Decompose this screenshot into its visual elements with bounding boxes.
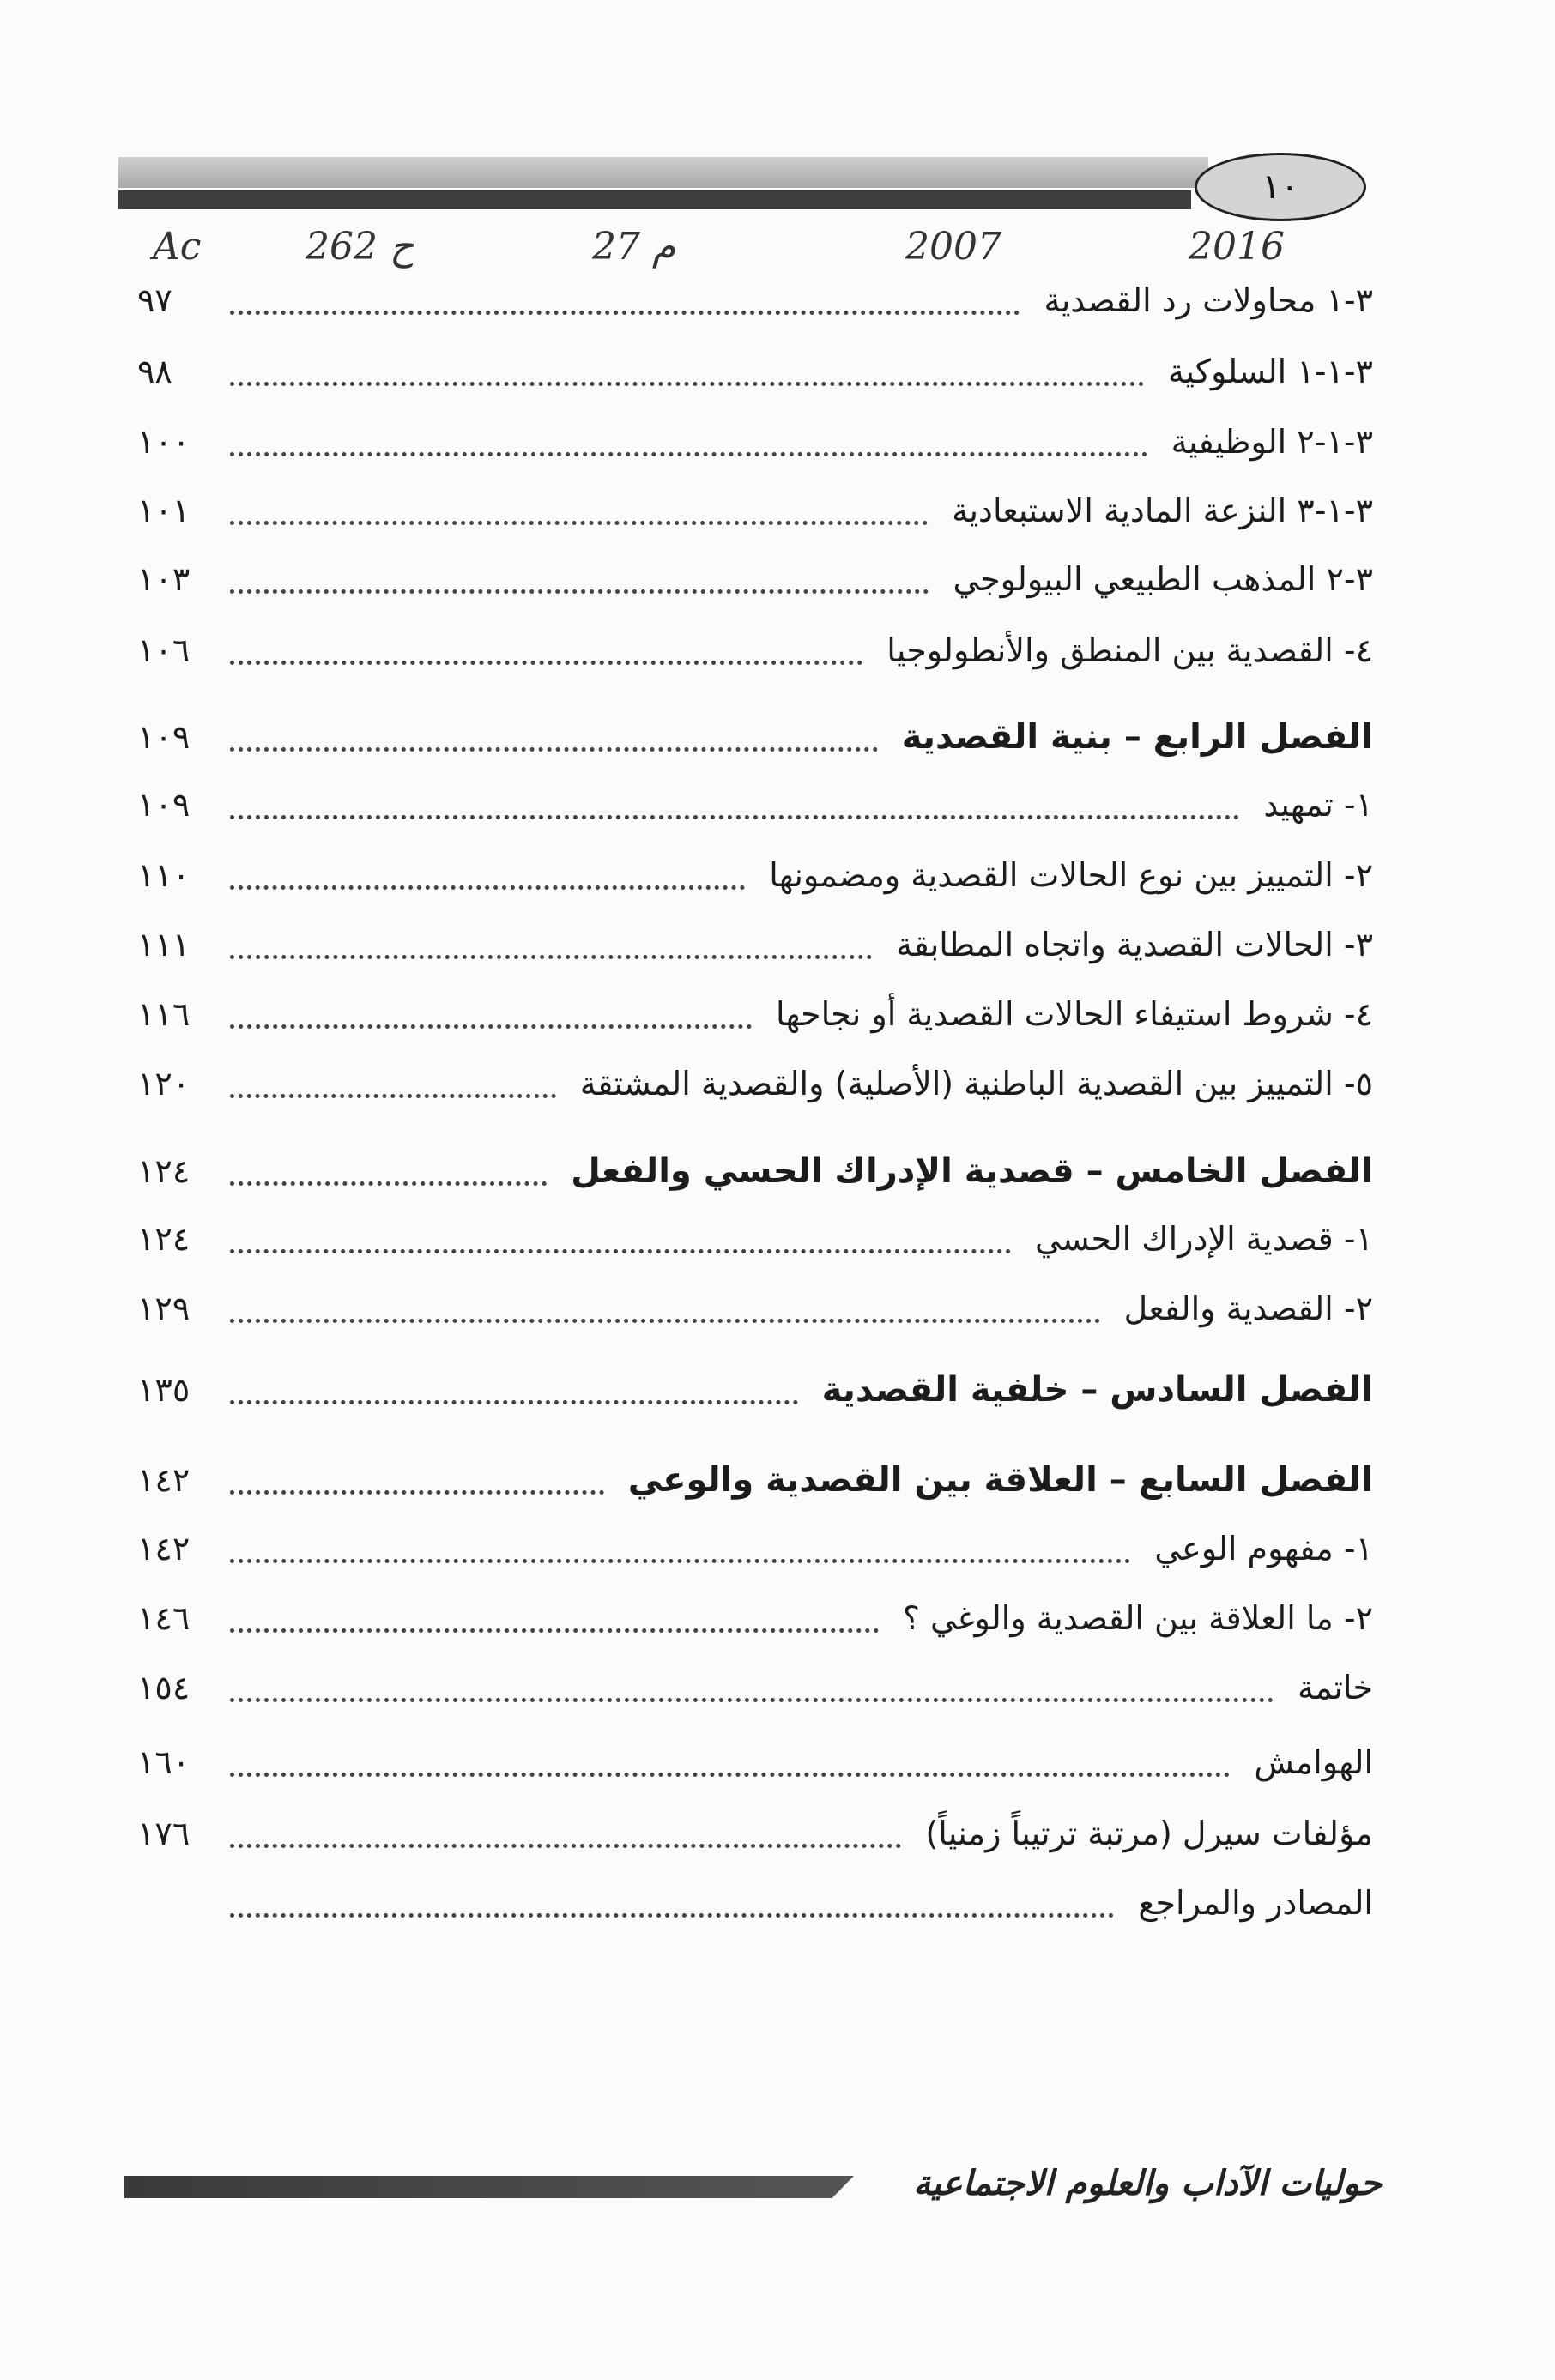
toc-entry-page: ١٢٠ <box>137 1065 191 1102</box>
leader-dots <box>230 1559 1130 1563</box>
toc-entry-title: الفصل الخامس – قصدية الإدراك الحسي والفعل <box>571 1151 1373 1191</box>
toc-entry-title: ١- قصدية الإدراك الحسي <box>1034 1220 1373 1258</box>
toc-entry-title: ٢- التمييز بين نوع الحالات القصدية ومضمونها <box>769 856 1373 894</box>
toc-entry-title: الفصل السادس – خلفية القصدية <box>821 1370 1373 1410</box>
toc-entry-page: ١٤٦ <box>137 1599 191 1637</box>
leader-dots <box>230 1773 1230 1777</box>
toc-entry-page: ١١٦ <box>137 995 191 1033</box>
toc-entry <box>137 412 1373 472</box>
leader-dots <box>230 1913 1114 1918</box>
toc-entry-page: ١٤٢ <box>137 1461 191 1499</box>
toc-entry <box>137 270 1373 330</box>
toc-entry-page: ١٦٠ <box>137 1743 191 1781</box>
toc-entry-page: ١٣٥ <box>137 1371 191 1409</box>
toc-entry-title: الهوامش <box>1254 1743 1373 1781</box>
toc-entry-page: ١٢٤ <box>137 1220 191 1258</box>
toc-entry-title: ٥- التمييز بين القصدية الباطنية (الأصلية) والقصدية المشتقة <box>579 1065 1373 1102</box>
leader-dots <box>230 815 1239 819</box>
toc-entry-title: ٣- الحالات القصدية واتجاه المطابقة <box>896 926 1373 963</box>
toc-entry-title: ٢- القصدية والفعل <box>1123 1290 1373 1327</box>
toc-entry-page: ١٥٤ <box>137 1669 191 1706</box>
toc-entry <box>137 1209 1373 1269</box>
leader-dots <box>230 885 745 890</box>
leader-dots <box>230 1024 752 1029</box>
toc-entry-page: ١٢٩ <box>137 1290 191 1327</box>
leader-dots <box>230 747 878 752</box>
toc-entry-title: ٣-١-٢ الوظيفية <box>1171 423 1373 461</box>
toc-entry <box>137 1054 1373 1114</box>
leader-dots <box>230 521 928 525</box>
leader-dots <box>230 1844 901 1848</box>
toc-entry <box>137 480 1373 541</box>
leader-dots <box>230 1094 556 1098</box>
toc-entry <box>137 1519 1373 1579</box>
toc-entry <box>137 1732 1373 1792</box>
toc-entry-title: ١- مفهوم الوعي <box>1154 1530 1373 1568</box>
toc-entry-page: ١٠١ <box>137 492 191 529</box>
handwritten-note: Ac <box>153 225 202 269</box>
header-decor-bar-light <box>118 157 1208 188</box>
leader-dots <box>230 1319 1100 1323</box>
page-number-badge <box>1195 153 1366 221</box>
toc-entry-title: المصادر والمراجع <box>1138 1884 1373 1922</box>
handwritten-note: 2016 <box>1189 225 1285 269</box>
leader-dots <box>230 955 872 959</box>
toc-entry <box>137 1873 1373 1933</box>
leader-dots <box>230 382 1144 386</box>
toc-entry-title: ٣-١-٣ النزعة المادية الاستبعادية <box>952 492 1373 529</box>
toc-entry <box>137 1803 1373 1864</box>
toc-chapter-entry <box>137 1360 1373 1420</box>
toc-entry-title: ٤- القصدية بين المنطق والأنطولوجيا <box>886 631 1373 669</box>
toc-entry <box>137 620 1373 680</box>
leader-dots <box>230 1698 1274 1702</box>
toc-entry-page: ١٠٩ <box>137 786 191 824</box>
handwritten-note: 27 م <box>592 225 676 269</box>
handwritten-note: 2007 <box>905 225 1001 269</box>
toc-entry-page: ١٤٢ <box>137 1530 191 1568</box>
toc-entry <box>137 845 1373 905</box>
toc-entry <box>137 984 1373 1044</box>
leader-dots <box>230 1181 547 1186</box>
leader-dots <box>230 1490 604 1495</box>
toc-entry-title: ٣-١ محاولات رد القصدية <box>1044 281 1373 319</box>
toc-entry-page: ١٧٦ <box>137 1815 191 1852</box>
toc-entry-page: ٩٨ <box>137 353 172 390</box>
toc-entry-title: ٢- ما العلاقة بين القصدية والوغي ؟ <box>902 1599 1373 1637</box>
toc-entry-title: ٣-٢ المذهب الطبيعي البيولوجي <box>953 560 1373 598</box>
journal-title: حوليات الآداب والعلوم الاجتماعية <box>913 2164 1382 2203</box>
toc-entry-page: ١١١ <box>137 926 191 963</box>
toc-entry <box>137 1588 1373 1648</box>
toc-entry-title: ٤- شروط استيفاء الحالات القصدية أو نجاحها <box>776 995 1373 1033</box>
toc-entry <box>137 549 1373 609</box>
toc-chapter-entry <box>137 707 1373 767</box>
leader-dots <box>230 589 929 594</box>
handwritten-note: 262 ح <box>306 225 414 269</box>
leader-dots <box>230 311 1020 315</box>
header-decor-bar-dark <box>118 190 1191 209</box>
toc-entry-page: ١١٠ <box>137 856 191 894</box>
toc-entry-page: ٩٧ <box>137 281 172 319</box>
leader-dots <box>230 661 862 665</box>
toc-chapter-entry <box>137 1450 1373 1510</box>
toc-chapter-entry <box>137 1141 1373 1201</box>
toc-entry <box>137 341 1373 402</box>
toc-entry <box>137 1658 1373 1718</box>
page-number: ١٠ <box>1262 167 1299 207</box>
toc-entry-title: خاتمة <box>1298 1669 1373 1706</box>
toc-entry-page: ١٠٦ <box>137 631 191 669</box>
leader-dots <box>230 452 1147 456</box>
toc-entry-title: الفصل الرابع – بنية القصدية <box>901 717 1373 757</box>
toc-entry-title: مؤلفات سيرل (مرتبة ترتيباً زمنياً) <box>925 1815 1373 1852</box>
leader-dots <box>230 1249 1011 1253</box>
toc-entry-title: ١- تمهيد <box>1263 786 1373 824</box>
toc-entry <box>137 775 1373 835</box>
toc-entry <box>137 915 1373 975</box>
toc-entry-title: ٣-١-١ السلوكية <box>1168 353 1373 390</box>
toc-entry-page: ١٠٩ <box>137 718 191 756</box>
toc-entry <box>137 1278 1373 1338</box>
toc-entry-page: ١٢٤ <box>137 1152 191 1190</box>
toc-entry-page: ١٠٣ <box>137 560 191 598</box>
toc-entry-page: ١٠٠ <box>137 423 191 461</box>
footer-decor-bar <box>124 2176 854 2198</box>
leader-dots <box>230 1400 798 1404</box>
toc-entry-title: الفصل السابع – العلاقة بين القصدية والوعي <box>627 1460 1373 1500</box>
leader-dots <box>230 1628 879 1633</box>
